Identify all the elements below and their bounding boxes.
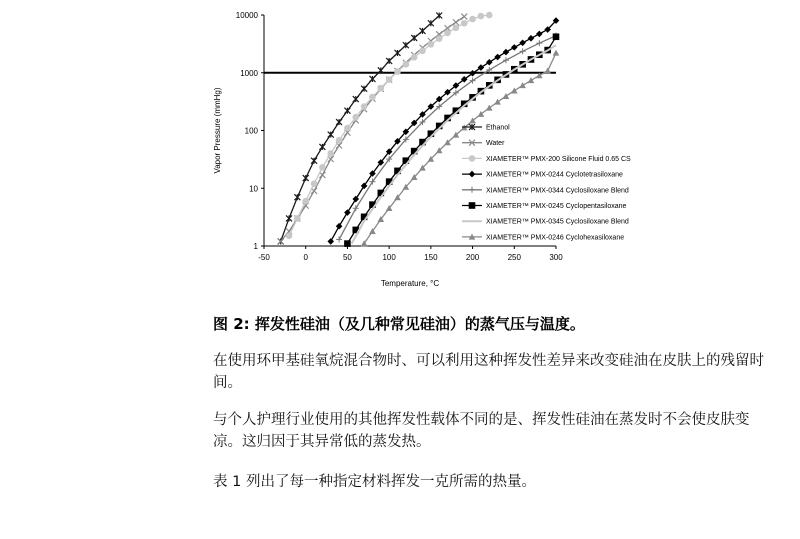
legend-swatch-marker <box>469 202 476 209</box>
x-tick-label: 200 <box>465 253 480 262</box>
y-tick-label: 10000 <box>235 11 258 20</box>
data-point-s7 <box>503 93 510 99</box>
data-point-s0 <box>428 20 434 26</box>
data-point-s3 <box>494 54 501 61</box>
data-point-s2 <box>311 180 318 187</box>
data-point-s3 <box>336 223 343 230</box>
data-point-s3 <box>528 35 535 42</box>
data-point-s5 <box>553 33 560 40</box>
data-point-s2 <box>453 25 460 32</box>
data-point-s0 <box>436 13 442 19</box>
data-point-s0 <box>328 132 334 138</box>
data-point-s3 <box>352 196 359 203</box>
data-point-s0 <box>411 35 417 41</box>
data-point-s2 <box>294 215 301 222</box>
data-point-s0 <box>361 86 367 92</box>
data-point-s0 <box>294 194 300 200</box>
x-tick-label: -50 <box>258 253 270 262</box>
data-point-s4 <box>536 40 542 46</box>
data-point-s2 <box>327 150 334 157</box>
figure-caption: 图 2: 挥发性硅油（及几种常见硅油）的蒸气压与温度。 <box>213 315 585 333</box>
series-line-6 <box>352 45 556 243</box>
paragraph-3: 表 1 列出了每一种指定材料挥发一克所需的热量。 <box>213 474 536 490</box>
data-point-s7 <box>553 50 560 56</box>
data-point-s0 <box>394 50 400 56</box>
data-point-s1 <box>461 14 467 20</box>
data-point-s2 <box>319 164 326 171</box>
data-point-s2 <box>486 12 493 19</box>
paragraph-2: 与个人护理行业使用的其他挥发性载体不同的是、挥发性硅油在蒸发时不会使皮肤变凉。这归因于其异常低的蒸发热。 <box>213 412 750 450</box>
data-point-s0 <box>403 42 409 48</box>
data-point-s3 <box>511 44 518 51</box>
data-point-s2 <box>461 20 468 27</box>
data-point-s2 <box>378 85 385 92</box>
data-point-s7 <box>494 99 501 105</box>
data-point-s2 <box>469 16 476 23</box>
data-point-s2 <box>403 61 410 68</box>
legend-label: XIAMETER™ PMX-0244 Cyclotetrasiloxane <box>486 171 623 179</box>
legend-swatch-marker <box>469 155 476 162</box>
x-tick-label: 50 <box>342 253 352 262</box>
data-point-s2 <box>419 47 426 54</box>
legend-label: XIAMETER™ PMX-0245 Cyclopentasiloxane <box>486 203 627 210</box>
data-point-s3 <box>536 31 543 38</box>
data-point-s2 <box>336 137 343 144</box>
data-point-s7 <box>544 68 551 74</box>
series-line-2 <box>289 15 489 236</box>
legend-swatch-marker <box>469 187 475 193</box>
data-point-s2 <box>286 233 293 240</box>
y-tick-label: 1 <box>253 242 258 251</box>
x-tick-label: 0 <box>303 253 308 262</box>
data-point-s0 <box>386 58 392 64</box>
data-point-s5 <box>344 240 351 247</box>
data-point-s2 <box>411 54 418 61</box>
data-point-s2 <box>444 30 451 37</box>
data-point-s3 <box>503 49 510 56</box>
data-point-s7 <box>519 82 526 88</box>
data-point-s1 <box>453 19 459 25</box>
data-point-s0 <box>420 28 426 34</box>
legend-label: XIAMETER™ PMX-0345 Cyclosiloxane Blend <box>486 218 629 226</box>
legend-swatch-marker <box>469 171 476 178</box>
x-tick-label: 100 <box>382 253 396 262</box>
x-tick-label: 250 <box>507 253 521 262</box>
legend-label: XIAMETER™ PMX-0344 Cyclosiloxane Blend <box>486 187 629 195</box>
data-point-s0 <box>319 144 325 150</box>
y-axis-title: Vapor Pressure (mmHg) <box>213 87 222 174</box>
data-point-s2 <box>394 68 401 75</box>
legend-label: Ethanol <box>486 124 510 132</box>
data-point-s0 <box>369 76 375 82</box>
x-tick-label: 300 <box>549 253 563 262</box>
legend-label: Water <box>486 140 505 148</box>
data-point-s3 <box>344 209 351 216</box>
x-tick-label: 150 <box>424 253 438 262</box>
data-point-s7 <box>511 87 518 93</box>
data-point-s2 <box>361 103 368 110</box>
data-point-s2 <box>344 125 351 132</box>
data-point-s7 <box>528 77 535 83</box>
data-point-s3 <box>519 40 526 47</box>
data-point-s0 <box>378 67 384 73</box>
data-point-s4 <box>520 48 526 54</box>
data-point-s0 <box>344 108 350 114</box>
data-point-s2 <box>302 198 309 205</box>
legend-label: XIAMETER™ PMX-0246 Cyclohexasiloxane <box>486 234 625 242</box>
x-axis-title: Temperature, °C <box>380 279 440 288</box>
data-point-s4 <box>503 57 509 63</box>
data-point-s2 <box>436 35 443 42</box>
data-point-s2 <box>478 13 485 20</box>
data-point-s0 <box>311 158 317 164</box>
paragraph-1: 在使用环甲基硅氧烷混合物时、可以利用这种挥发性差异来改变硅油在皮肤上的残留时间。 <box>213 353 764 391</box>
y-tick-label: 1000 <box>240 68 258 78</box>
series-line-7 <box>364 53 556 244</box>
legend-label: XIAMETER™ PMX-200 Silicone Fluid 0.65 CS <box>486 155 631 163</box>
y-tick-label: 100 <box>244 126 258 136</box>
data-point-s0 <box>336 119 342 125</box>
y-tick-label: 10 <box>249 184 258 194</box>
data-point-s2 <box>352 114 359 121</box>
data-point-s0 <box>286 215 292 221</box>
data-point-s2 <box>428 41 435 48</box>
data-point-s3 <box>327 238 334 245</box>
data-point-s0 <box>303 175 309 181</box>
data-point-s2 <box>386 76 393 83</box>
data-point-s2 <box>369 94 376 101</box>
data-point-s0 <box>353 96 359 102</box>
data-point-s4 <box>336 236 342 242</box>
data-point-s3 <box>486 59 493 66</box>
